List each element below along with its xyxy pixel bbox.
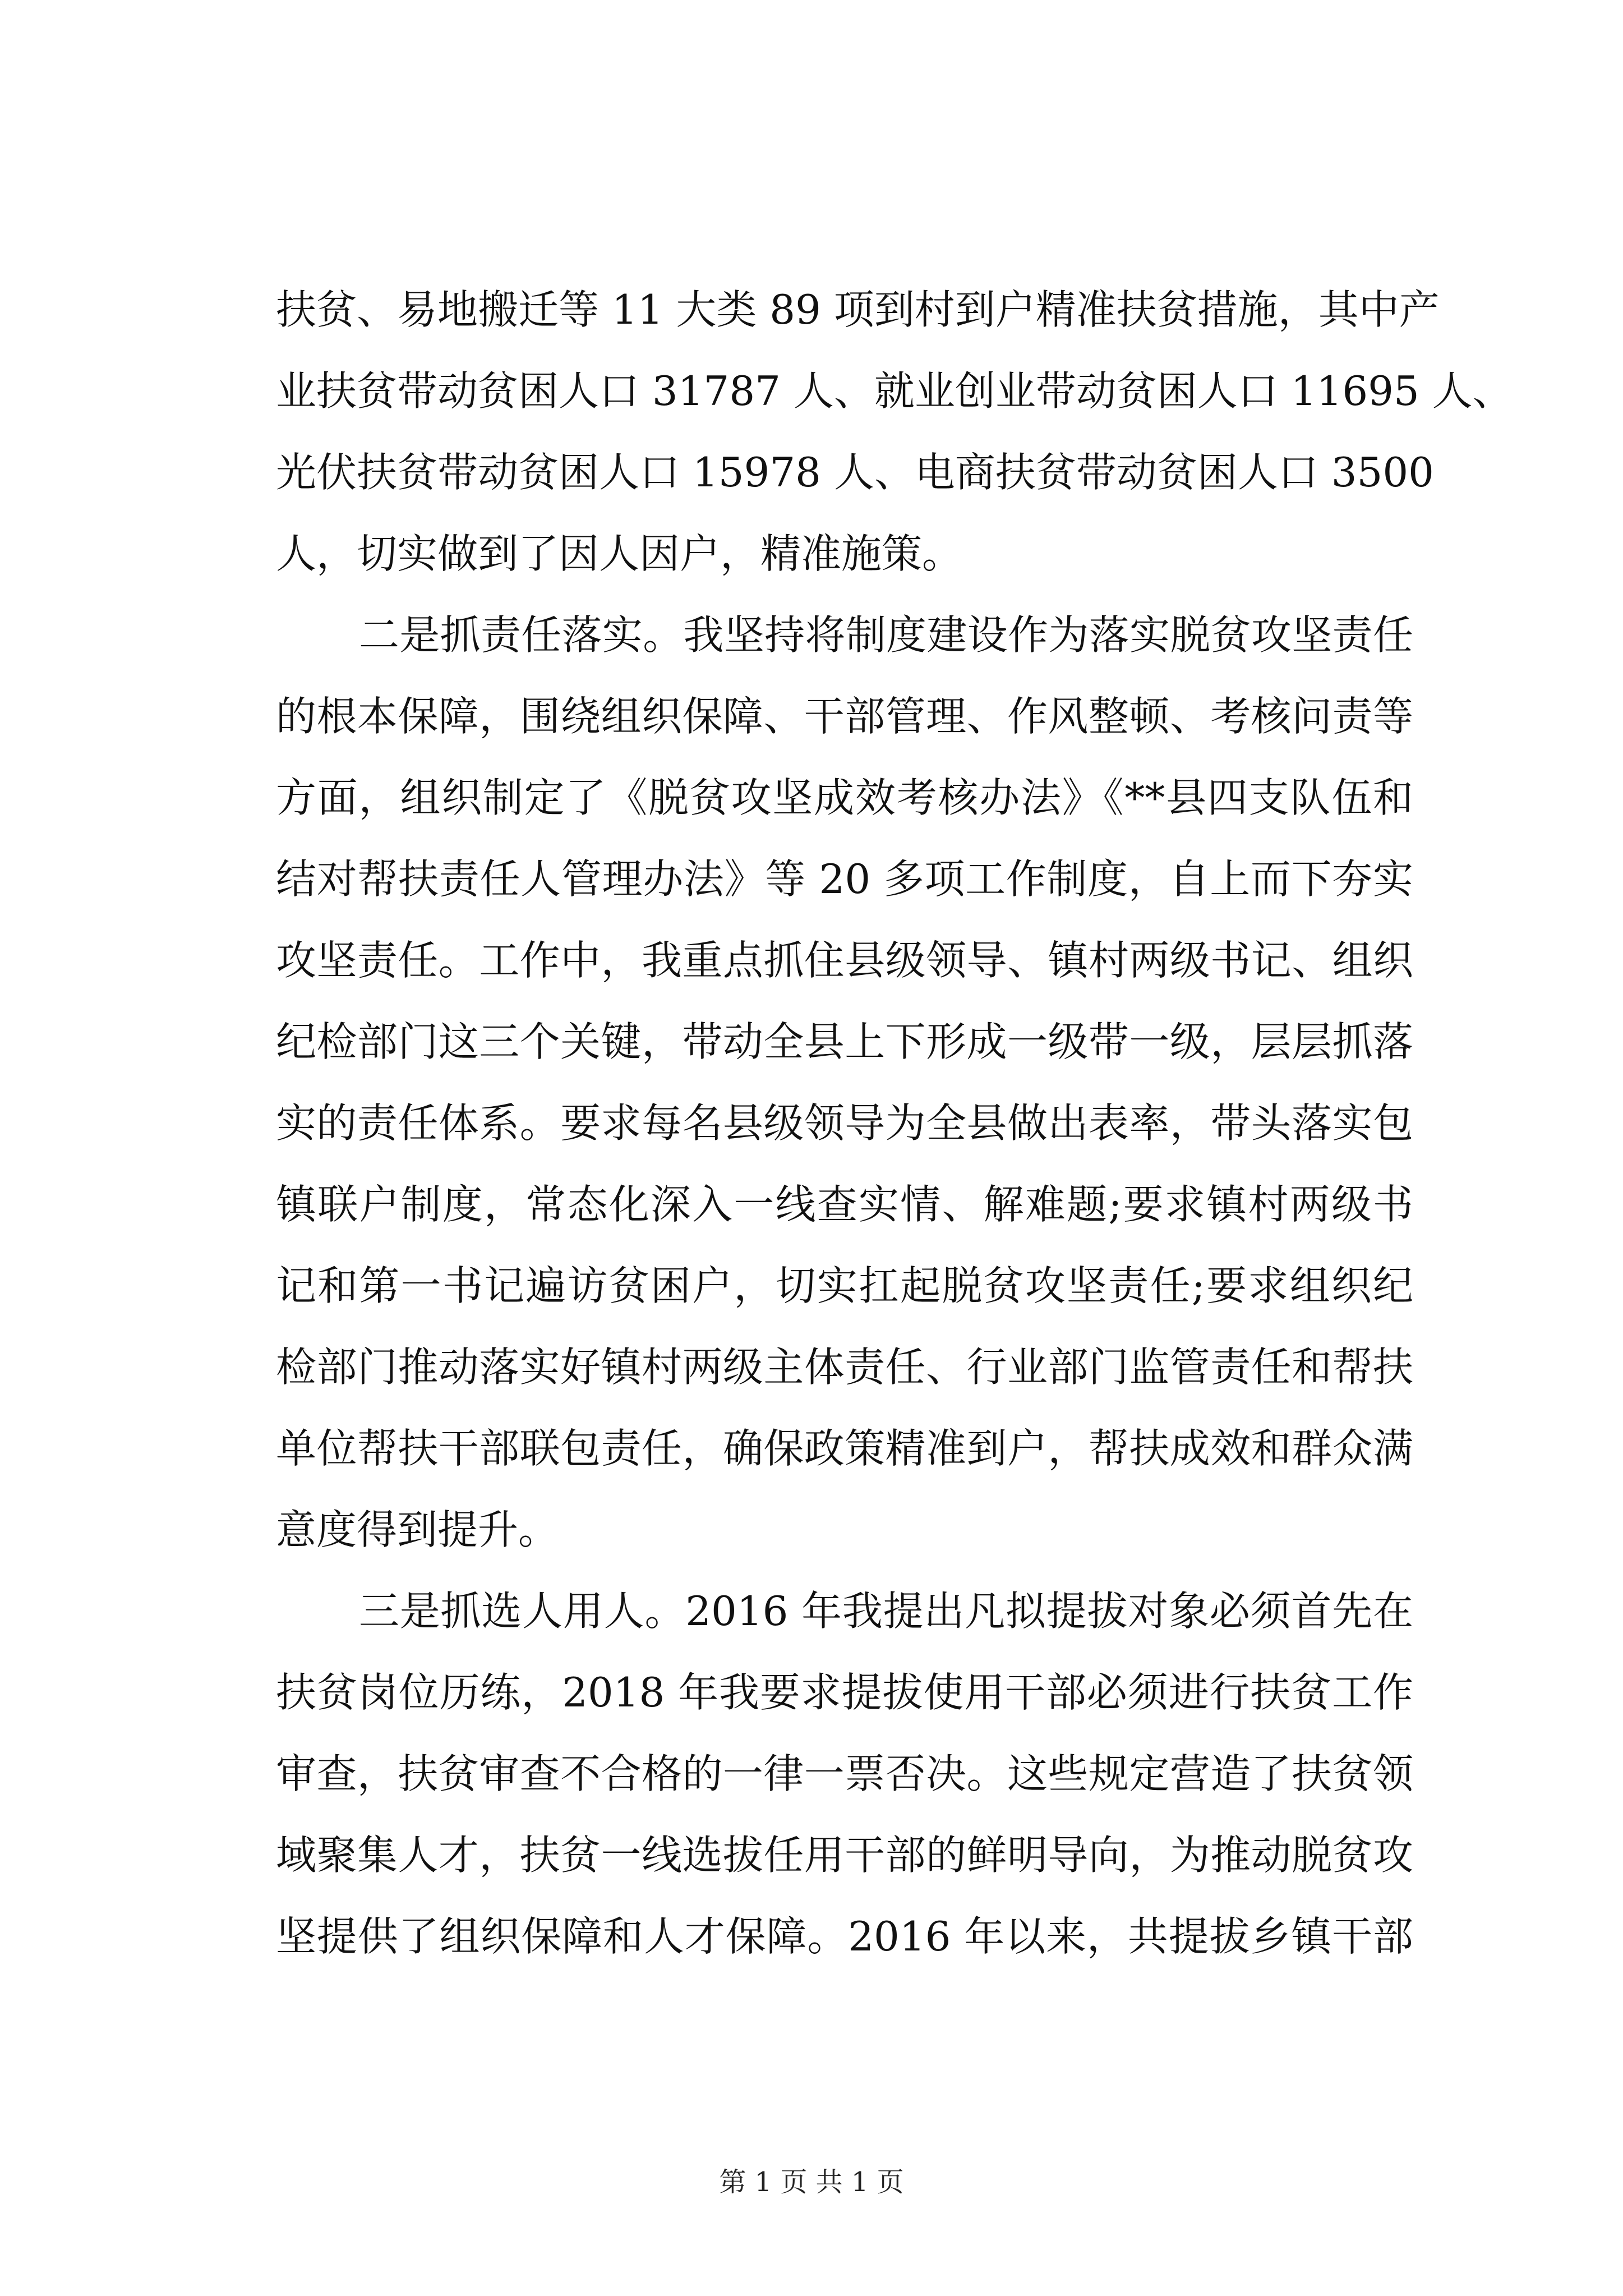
- text-line: 坚提供了组织保障和人才保障。2016 年以来，共提拔乡镇干部: [276, 1913, 1413, 1960]
- text-line: 检部门推动落实好镇村两级主体责任、行业部门监管责任和帮扶: [276, 1343, 1413, 1391]
- text-line: 纪检部门这三个关键，带动全县上下形成一级带一级，层层抓落: [276, 1018, 1413, 1065]
- text-line: 人，切实做到了因人因户，精准施策。: [276, 530, 963, 577]
- paragraph-start-line: 二是抓责任落实。我坚持将制度建设作为落实脱贫攻坚责任: [359, 611, 1413, 659]
- text-line: 的根本保障，围绕组织保障、干部管理、作风整顿、考核问责等: [276, 693, 1413, 740]
- text-line: 方面，组织制定了《脱贫攻坚成效考核办法》《**县四支队伍和: [276, 774, 1413, 821]
- text-line: 攻坚责任。工作中，我重点抓住县级领导、镇村两级书记、组织: [276, 937, 1413, 984]
- text-line: 镇联户制度，常态化深入一线查实情、解难题;要求镇村两级书: [276, 1181, 1413, 1228]
- text-line: 单位帮扶干部联包责任，确保政策精准到户，帮扶成效和群众满: [276, 1425, 1413, 1472]
- page-number-label: 第 1 页 共 1 页: [719, 2166, 904, 2198]
- text-line: 光伏扶贫带动贫困人口 15978 人、电商扶贫带动贫困人口 3500: [276, 449, 1434, 496]
- text-line: 业扶贫带动贫困人口 31787 人、就业创业带动贫困人口 11695 人、: [276, 367, 1513, 415]
- text-line: 扶贫岗位历练，2018 年我要求提拔使用干部必须进行扶贫工作: [276, 1669, 1413, 1716]
- text-line: 结对帮扶责任人管理办法》等 20 多项工作制度，自上而下夯实: [276, 855, 1413, 903]
- page-footer: [0, 2165, 1623, 2199]
- paragraph-start-line: 三是抓选人用人。2016 年我提出凡拟提拔对象必须首先在: [359, 1588, 1413, 1635]
- document-body: [276, 269, 1513, 1977]
- text-line: 扶贫、易地搬迁等 11 大类 89 项到村到户精准扶贫措施，其中产: [276, 286, 1440, 333]
- text-line: 域聚集人才，扶贫一线选拔任用干部的鲜明导向，为推动脱贫攻: [276, 1832, 1413, 1879]
- text-line: 实的责任体系。要求每名县级领导为全县做出表率，带头落实包: [276, 1099, 1413, 1147]
- text-line: 审查，扶贫审查不合格的一律一票否决。这些规定营造了扶贫领: [276, 1750, 1413, 1797]
- text-line: 记和第一书记遍访贫困户，切实扛起脱贫攻坚责任;要求组织纪: [276, 1262, 1413, 1309]
- text-line: 意度得到提升。: [276, 1506, 559, 1553]
